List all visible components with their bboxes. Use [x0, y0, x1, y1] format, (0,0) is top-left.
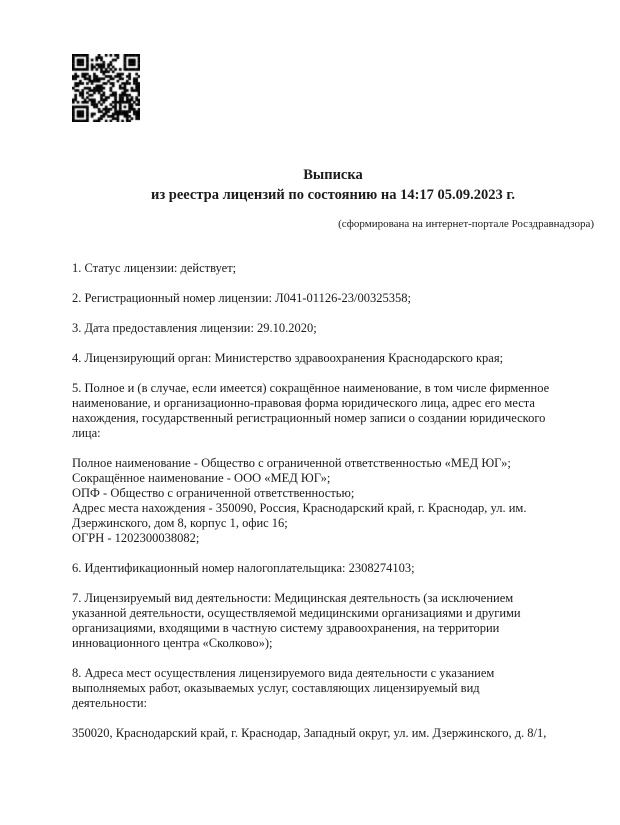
document-body: [72, 261, 556, 756]
document-title: Выписка: [303, 167, 363, 183]
text-line: 1. Статус лицензии: действует;: [72, 261, 237, 275]
text-line: Адрес места нахождения - 350090, Россия, Краснодарский край, г. Краснодар, ул. им. Дзержинского, дом 8, корпус 1, офис 16;: [72, 501, 527, 530]
text-line: 5. Полное и (в случае, если имеется) сокращённое наименование, в том числе фирменное наименование, и организационно-правовая форма юридического лица, адрес его места нахождения, государственный регистрационный номер записи о создании юридического лица:: [72, 381, 550, 440]
text-line: 6. Идентификационный номер налогоплательщика: 2308274103;: [72, 561, 415, 575]
paragraph: [72, 321, 556, 336]
qr-code: [72, 54, 140, 122]
text-line: 8. Адреса мест осуществления лицензируемого вида деятельности с указанием выполняемых работ, оказываемых услуг, составляющих лицензируемый вид деятельности:: [72, 666, 495, 710]
paragraph: [72, 456, 556, 546]
text-line: 3. Дата предоставления лицензии: 29.10.2020;: [72, 321, 317, 335]
paragraph: [72, 381, 556, 441]
paragraph: [72, 261, 556, 276]
paragraph: [72, 351, 556, 366]
document-title-line2: из реестра лицензий по состоянию на 14:17 05.09.2023 г.: [150, 187, 516, 203]
text-line: ОПФ - Общество с ограниченной ответственностью;: [72, 486, 355, 500]
paragraph: [72, 291, 556, 306]
text-line: Полное наименование - Общество с ограниченной ответственностью «МЕД ЮГ»;: [72, 456, 511, 470]
paragraph: [72, 666, 556, 711]
formation-note: (сформирована на интернет-портале Росздравнадзора): [338, 218, 594, 230]
text-line: 350020, Краснодарский край, г. Краснодар, Западный округ, ул. им. Дзержинского, д. 8/1,: [72, 726, 547, 740]
text-line: 4. Лицензирующий орган: Министерство здравоохранения Краснодарского края;: [72, 351, 504, 365]
text-line: ОГРН - 1202300038082;: [72, 531, 200, 545]
text-line: 7. Лицензируемый вид деятельности: Медицинская деятельность (за исключением указанной деятельности, осуществляемой медицинскими организациями и другими организациями, входящими в частную систему здравоохранения, на территории инновационного центра «Сколково»);: [72, 591, 521, 650]
paragraph: [72, 561, 556, 576]
text-line: Сокращённое наименование - ООО «МЕД ЮГ»;: [72, 471, 331, 485]
text-line: 2. Регистрационный номер лицензии: Л041-01126-23/00325358;: [72, 291, 411, 305]
document-header: [72, 165, 594, 205]
paragraph: [72, 726, 556, 741]
paragraph: [72, 591, 556, 651]
